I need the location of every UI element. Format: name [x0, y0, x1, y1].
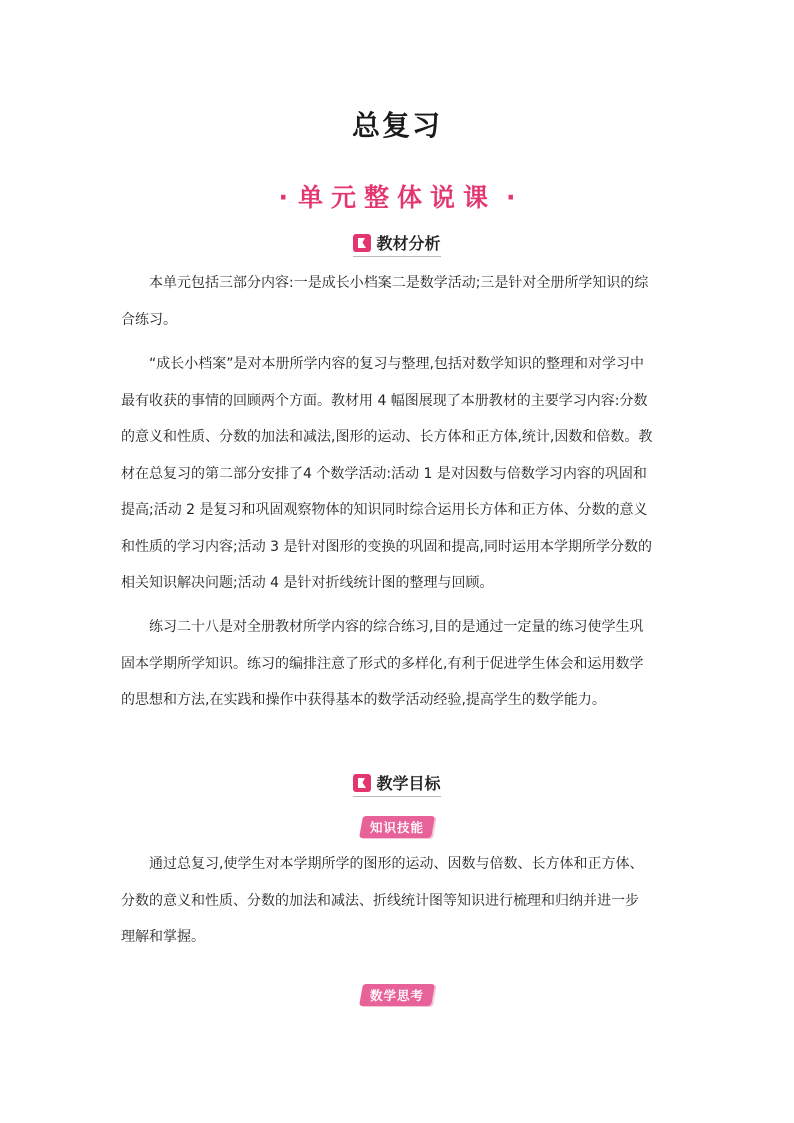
paragraph-overview	[121, 265, 677, 338]
section-label: 教学目标	[376, 774, 441, 793]
pink-bookmark-icon	[353, 774, 371, 792]
text-line: 固本学期所学知识。练习的编排注意了形式的多样化,有利于促进学生体会和运用数学	[121, 655, 644, 672]
banner-dot-left: ·	[278, 183, 288, 212]
text-line: 理解和掌握。	[121, 929, 205, 945]
section-heading-goals	[0, 771, 794, 794]
text-line: 分数的意义和性质、分数的加法和减法、折线统计图等知识进行梳理和归纳并进一步	[121, 892, 639, 909]
text-line: 最有收获的事情的回顾两个方面。教材用 4 幅图展现了本册教材的主要学习内容:分数	[121, 392, 648, 409]
text-line: 和性质的学习内容;活动 3 是针对图形的变换的巩固和提高,同时运用本学期所学分数的	[121, 538, 652, 555]
text-line: 合练习。	[121, 311, 177, 328]
paragraph-growth-file	[121, 346, 677, 602]
badge-label: 知识技能	[369, 820, 424, 835]
text-line: 本单元包括三部分内容:一是成长小档案二是数学活动;三是针对全册所学知识的综	[149, 275, 649, 291]
pink-bookmark-icon	[353, 234, 371, 252]
text-line: 通过总复习,使学生对本学期所学的图形的运动、因数与倍数、长方体和正方体、	[149, 856, 644, 872]
banner-dot-right: ·	[506, 183, 516, 212]
banner-text: 单元整体说课	[297, 183, 496, 212]
badge-knowledge-skills	[0, 816, 794, 838]
unit-banner	[0, 178, 794, 214]
text-line: 相关知识解决问题;活动 4 是针对折线统计图的整理与回顾。	[121, 575, 494, 591]
section-heading-materials	[0, 231, 794, 254]
text-line: 提高;活动 2 是复习和巩固观察物体的知识同时综合运用长方体和正方体、分数的意义	[121, 502, 648, 518]
text-line: 的意义和性质、分数的加法和减法,图形的运动、长方体和正方体,统计,因数和倍数。教	[121, 429, 653, 445]
text-line: “成长小档案”是对本册所学内容的复习与整理,包括对数学知识的整理和对学习中	[149, 356, 644, 372]
badge-math-thinking	[0, 984, 794, 1006]
text-line: 的思想和方法,在实践和操作中获得基本的数学活动经验,提高学生的数学能力。	[121, 692, 606, 708]
text-line: 材在总复习的第二部分安排了4 个数学活动:活动 1 是对因数与倍数学习内容的巩固和	[121, 465, 647, 482]
paragraph-knowledge-goal	[121, 846, 677, 956]
page-title: 总复习	[351, 109, 442, 142]
badge-label: 数学思考	[369, 988, 424, 1003]
text-line: 练习二十八是对全册教材所学内容的综合练习,目的是通过一定量的练习使学生巩	[149, 619, 644, 635]
section-label: 教材分析	[376, 234, 441, 253]
paragraph-exercise	[121, 609, 677, 719]
